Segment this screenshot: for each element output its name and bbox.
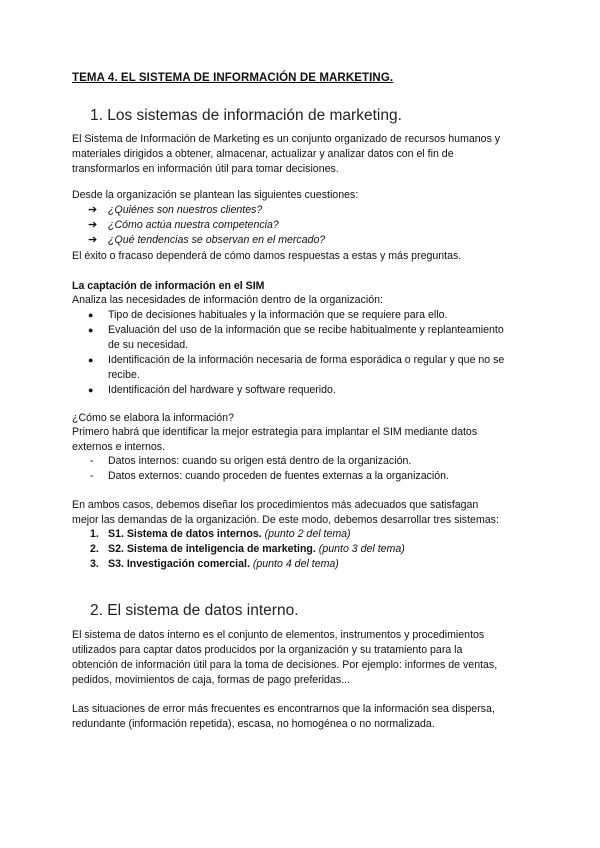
section1-heading: 1. Los sistemas de información de marketing.: [90, 107, 402, 124]
arrow-icon: ➔: [88, 204, 98, 216]
arrow-icon: ➔: [88, 219, 98, 231]
capture-list: [72, 308, 532, 398]
section2-heading: 2. El sistema de datos interno.: [90, 602, 299, 619]
text-line: Primero habrá que identificar la mejor estrategia para implantar el SIM mediante datos: [72, 426, 478, 438]
systems-list: [72, 527, 532, 572]
list-item: ➔ ¿Quiénes son nuestros clientes?: [88, 204, 263, 216]
list-item: ● Identificación de la información necesaria de forma esporádica o regular y que no se recibe.: [88, 354, 505, 381]
list-item: ● Identificación del hardware y software requerido.: [88, 384, 336, 396]
text-line: transformarlos en información útil para tomar decisiones.: [72, 163, 339, 175]
arrow-icon: ➔: [88, 234, 98, 246]
text-line: El sistema de datos interno es el conjunto de elementos, instrumentos y procedimientos: [72, 629, 485, 641]
bullet-icon: ●: [88, 385, 94, 395]
list-item: ➔ ¿Qué tendencias se observan en el mercado?: [88, 234, 326, 246]
text-line: En ambos casos, debemos diseñar los procedimientos más adecuados que satisfagan: [72, 499, 479, 511]
list-item: - Datos externos: cuando proceden de fuentes externas a la organización.: [90, 470, 449, 482]
questions-list: [72, 203, 532, 248]
list-item: - Datos internos: cuando su origen está dentro de la organización.: [90, 455, 412, 467]
list-item: 3. S3. Investigación comercial. (punto 4 del tema): [90, 558, 339, 570]
capture-heading: La captación de información en el SIM: [72, 280, 265, 292]
elaboration-text: [72, 425, 532, 455]
text-line: obtención de información útil para la toma de decisiones. Por ejemplo: informes de ventas,: [72, 659, 498, 671]
questions-intro: Desde la organización se plantean las siguientes cuestiones:: [72, 189, 359, 201]
text-line: materiales dirigidos a obtener, almacenar, actualizar y analizar datos con el fin de: [72, 148, 454, 160]
text-line: externos e internos.: [72, 441, 166, 453]
bullet-icon: ●: [88, 325, 94, 335]
section2-para1: [72, 628, 532, 688]
text-line: utilizados para captar datos producidos por la organización y su tratamiento para la: [72, 644, 463, 656]
list-item: 1. S1. Sistema de datos internos. (punto 2 del tema): [90, 528, 351, 540]
elaboration-question: ¿Cómo se elabora la información?: [72, 412, 234, 424]
text-line: El Sistema de Información de Marketing es un conjunto organizado de recursos humanos y: [72, 133, 501, 145]
capture-intro: Analiza las necesidades de información dentro de la organización:: [72, 294, 383, 306]
text-line: redundante (información repetida), escasa, no homogénea o no normalizada.: [72, 718, 435, 730]
dash-icon: -: [90, 455, 94, 467]
bullet-icon: ●: [88, 310, 94, 320]
list-item: 2. S2. Sistema de inteligencia de marketing. (punto 3 del tema): [90, 543, 405, 555]
bullet-icon: ●: [88, 355, 94, 365]
document-title: TEMA 4. EL SISTEMA DE INFORMACIÓN DE MARKETING.: [72, 72, 394, 84]
systems-intro: [72, 498, 532, 528]
section2-para2: [72, 702, 532, 732]
data-types-list: [72, 454, 532, 484]
list-item: ● Evaluación del uso de la información que se recibe habitualmente y replanteamiento de su necesidad.: [88, 324, 504, 351]
text-line: mejor las demandas de la organización. De este modo, debemos desarrollar tres sistemas:: [72, 514, 499, 526]
questions-outro: El éxito o fracaso dependerá de cómo damos respuestas a estas y más preguntas.: [72, 250, 462, 262]
text-line: pedidos, movimientos de caja, formas de pago preferidas...: [72, 674, 350, 686]
list-item: ➔ ¿Cómo actúa nuestra competencia?: [88, 219, 279, 231]
section1-intro: [72, 132, 532, 177]
text-line: Las situaciones de error más frecuentes es encontrarnos que la información sea dispersa,: [72, 703, 495, 715]
list-item: ● Tipo de decisiones habituales y la información que se requiere para ello.: [88, 309, 448, 321]
dash-icon: -: [90, 470, 94, 482]
